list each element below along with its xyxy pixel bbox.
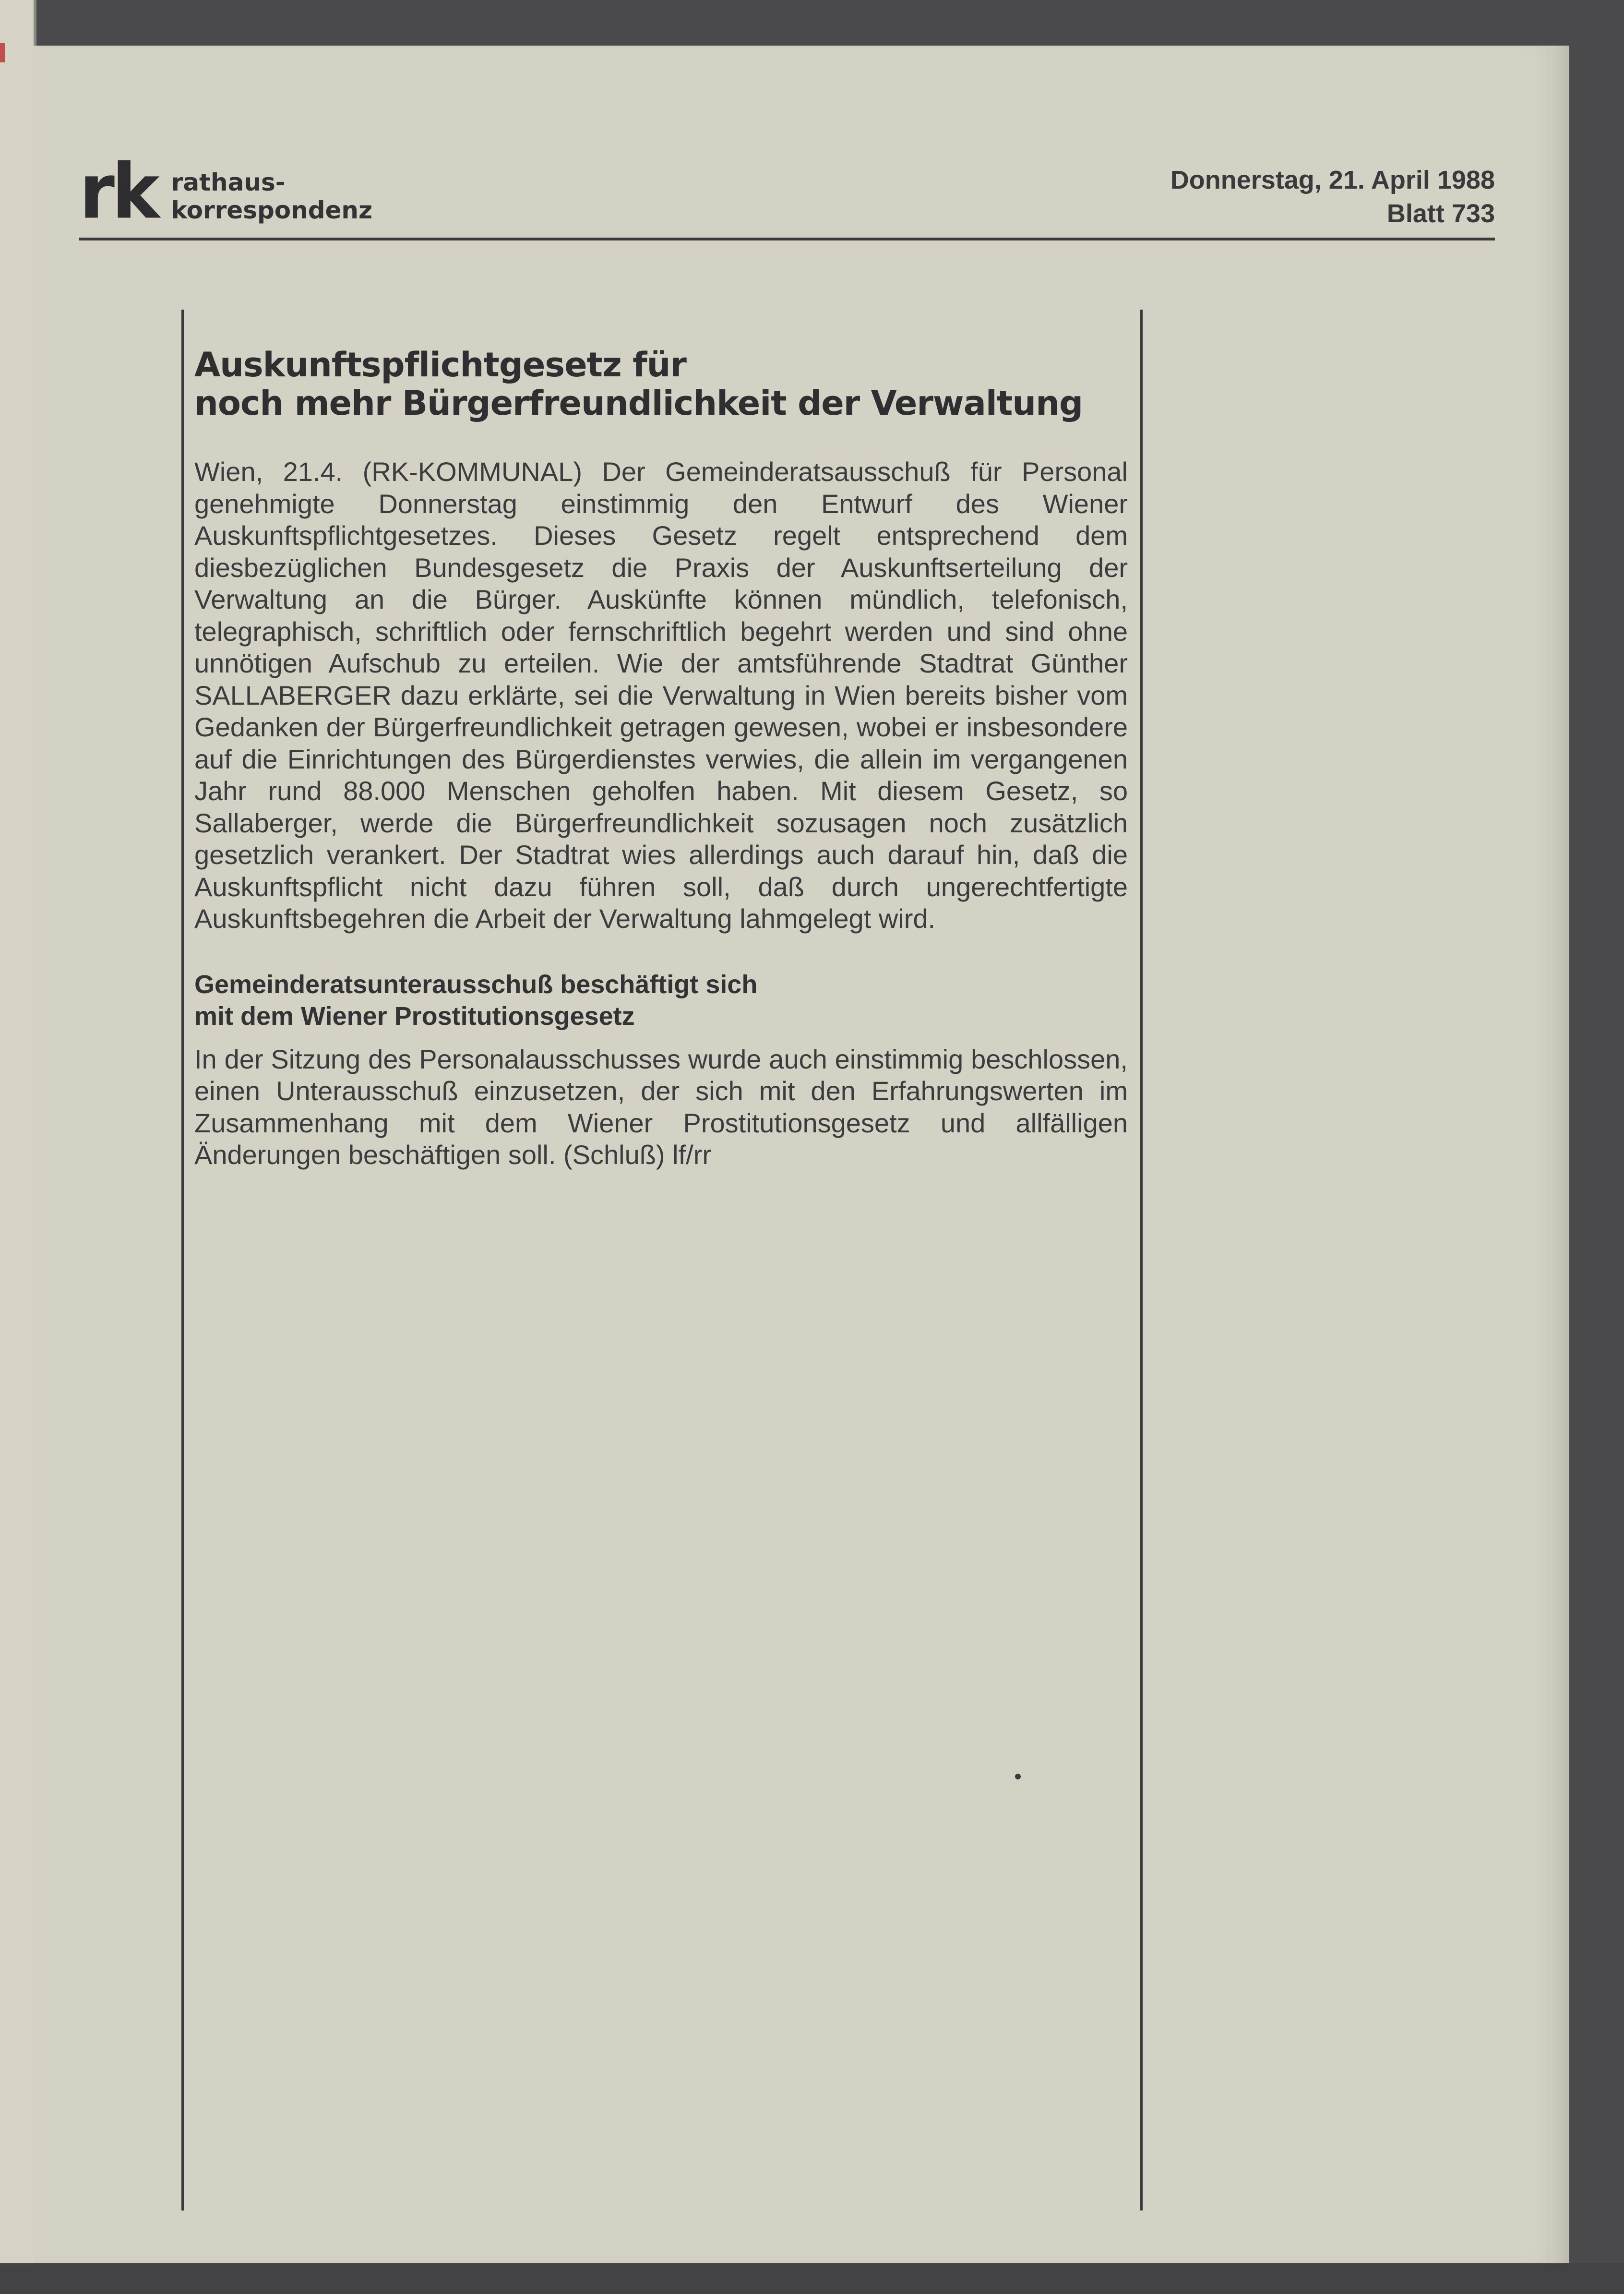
article-body: Wien, 21.4. (RK-KOMMUNAL) Der Gemeinderatsausschuß für Personal genehmigte Donnerstag einstimmig den Entwurf des Wiener Auskunftspflichtgesetzes. Dieses Gesetz regelt entsprechend dem diesbezüglichen Bundesgesetz die Praxis der Auskunftserteilung der Verwaltung an die Bürger. Auskünfte können mündlich, telefonisch, telegraphisch, schriftlich oder fernschriftlich begehrt werden und sind ohne unnötigen Aufschub zu erteilen. Wie der amtsführende Stadtrat Günther SALLABERGER dazu erklärte, sei die Verwaltung in Wien bereits bisher vom Gedanken der Bürgerfreundlichkeit getragen gewesen, wobei er insbesondere auf die Einrichtungen des Bürgerdienstes verwies, die allein im vergangenen Jahr rund 88.000 Menschen geholfen haben. Mit diesem Gesetz, so Sallaberger, werde die Bürgerfreundlichkeit sozusagen noch zusätzlich gesetzlich verankert. Der Stadtrat wies allerdings auch darauf hin, daß die Auskunftspflicht nicht dazu führen soll, daß durch ungerechtfertigte Auskunftsbegehren die Arbeit der Verwaltung lahmgelegt wird. — [194, 456, 1128, 934]
headline-line-2: noch mehr Bürgerfreundlichkeit der Verwaltung — [194, 384, 1083, 423]
page-edge — [1550, 46, 1569, 2263]
frame-right-rule — [1140, 310, 1143, 2210]
logo-wordmark — [171, 168, 372, 224]
logo-mark: rk — [79, 148, 157, 236]
frame-left-rule — [181, 310, 184, 2210]
logo-line-1: rathaus- — [171, 168, 286, 196]
subhead-line-1: Gemeinderatsunterausschuß beschäftigt sich — [194, 970, 758, 999]
logo-line-2: korrespondenz — [171, 196, 373, 224]
scan-left-strip — [0, 0, 36, 2294]
strip-edge-mark — [0, 43, 5, 62]
article-subhead — [194, 969, 1128, 1032]
document-page — [34, 46, 1569, 2263]
headline-line-1: Auskunftspflichtgesetz für — [194, 345, 686, 384]
subhead-line-2: mit dem Wiener Prostitutionsgesetz — [194, 1001, 635, 1031]
issue-date: Donnerstag, 21. April 1988 — [1170, 166, 1495, 194]
rk-logo — [79, 148, 373, 236]
header-rule — [79, 238, 1495, 240]
sheet-number: Blatt 733 — [1386, 199, 1495, 228]
article — [194, 312, 1128, 1171]
article-headline — [194, 346, 1128, 422]
article-body-2: In der Sitzung des Personalausschusses wurde auch einstimmig beschlossen, einen Unterausschuß einzusetzen, der sich mit den Erfahrungswerten im Zusammenhang mit dem Wiener Prostitutionsgesetz und allfälligen Änderungen beschäftigen soll. (Schluß) lf/rr — [194, 1044, 1128, 1170]
paper-speck — [1015, 1774, 1021, 1779]
date-block — [1170, 163, 1495, 230]
scan-bottom-border — [0, 2263, 1624, 2294]
